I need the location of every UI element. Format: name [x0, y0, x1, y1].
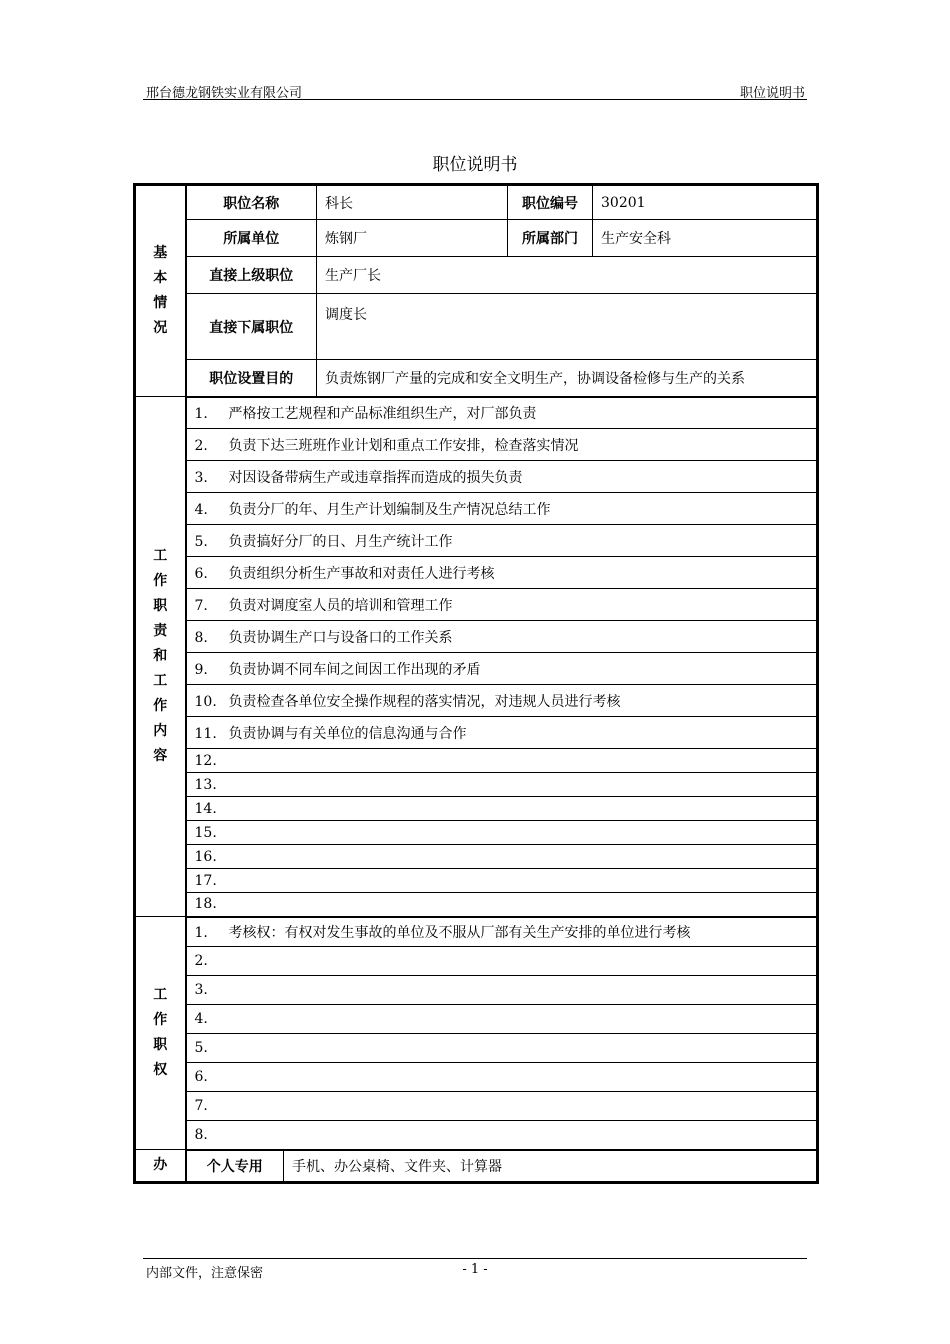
position-code-label: 职位编号	[508, 185, 593, 220]
item-number: 6.	[194, 565, 208, 582]
authority-item	[186, 917, 818, 947]
authority-row	[135, 1121, 818, 1150]
item-number: 4.	[194, 501, 208, 518]
section-duties: 工作职责和工作内容	[135, 397, 186, 917]
authority-row	[135, 1034, 818, 1063]
job-description-table	[133, 183, 819, 1184]
personal-use-label: 个人专用	[186, 1150, 284, 1183]
item-number: 8.	[194, 1126, 208, 1143]
item-text: 负责检查各单位安全操作规程的落实情况，对违规人员进行考核	[228, 693, 621, 710]
item-number: 17.	[194, 872, 217, 889]
subordinate-value: 调度长	[317, 294, 818, 360]
header-company: 邢台德龙钢铁实业有限公司	[146, 86, 303, 101]
duties-section	[135, 397, 818, 917]
duty-row	[135, 717, 818, 749]
authority-item	[186, 947, 818, 976]
authority-row	[135, 976, 818, 1005]
duty-item	[186, 717, 818, 749]
item-number: 1.	[194, 924, 208, 941]
item-number: 3.	[194, 469, 208, 486]
item-number: 15.	[194, 824, 217, 841]
department-value: 生产安全科	[593, 220, 818, 257]
unit-label: 所属单位	[186, 220, 317, 257]
duty-item	[186, 685, 818, 717]
duty-row	[135, 797, 818, 821]
duty-row	[135, 429, 818, 461]
subordinate-label: 直接下属职位	[186, 294, 317, 360]
duty-row	[135, 397, 818, 429]
duty-item	[186, 845, 818, 869]
item-text: 负责组织分析生产事故和对责任人进行考核	[228, 565, 495, 582]
duty-row	[135, 845, 818, 869]
item-number: 4.	[194, 1011, 208, 1027]
duty-row	[135, 685, 818, 717]
item-number: 18.	[194, 896, 217, 913]
section-basic: 基本情况	[135, 185, 186, 397]
duty-row	[135, 821, 818, 845]
superior-label: 直接上级职位	[186, 257, 317, 294]
position-name-value: 科长	[317, 185, 508, 220]
duty-item	[186, 429, 818, 461]
duty-row	[135, 749, 818, 773]
duty-item	[186, 525, 818, 557]
department-label: 所属部门	[508, 220, 593, 257]
item-text: 负责协调与有关单位的信息沟通与合作	[228, 725, 467, 742]
purpose-label: 职位设置目的	[186, 360, 317, 397]
authority-row	[135, 1092, 818, 1121]
item-number: 5.	[194, 1040, 208, 1056]
item-text: 考核权：有权对发生事故的单位及不服从厂部有关生产安排的单位进行考核	[228, 924, 691, 941]
footer-note: 内部文件，注意保密	[146, 1266, 264, 1281]
authority-item	[186, 1063, 818, 1092]
section-office: 办	[135, 1150, 186, 1183]
footer-rule	[143, 1258, 807, 1259]
duty-row	[135, 493, 818, 525]
item-number: 3.	[194, 982, 208, 998]
item-number: 11.	[194, 725, 217, 742]
item-number: 7.	[194, 597, 208, 614]
item-number: 8.	[194, 629, 208, 646]
duty-item	[186, 821, 818, 845]
superior-value: 生产厂长	[317, 257, 818, 294]
item-number: 9.	[194, 661, 208, 678]
item-number: 12.	[194, 752, 217, 769]
item-number: 6.	[194, 1069, 208, 1085]
duty-row	[135, 653, 818, 685]
item-number: 16.	[194, 848, 217, 865]
page-number: - 1 -	[462, 1262, 488, 1277]
duty-item	[186, 621, 818, 653]
unit-value: 炼钢厂	[317, 220, 508, 257]
authority-item	[186, 1121, 818, 1150]
item-number: 1.	[194, 405, 208, 422]
item-number: 7.	[194, 1098, 208, 1114]
item-text: 负责协调生产口与设备口的工作关系	[228, 629, 453, 646]
section-authority: 工作职权	[135, 917, 186, 1150]
authority-section	[135, 917, 818, 1150]
duty-row	[135, 869, 818, 893]
authority-item	[186, 1092, 818, 1121]
header-rule	[143, 99, 807, 100]
item-number: 2.	[194, 437, 208, 454]
duty-row	[135, 525, 818, 557]
authority-row	[135, 947, 818, 976]
item-text: 负责对调度室人员的培训和管理工作	[228, 597, 453, 614]
authority-item	[186, 976, 818, 1005]
header-doc-type: 职位说明书	[739, 86, 805, 101]
duty-item	[186, 589, 818, 621]
duty-item	[186, 397, 818, 429]
duty-row	[135, 557, 818, 589]
duty-row	[135, 461, 818, 493]
duty-item	[186, 493, 818, 525]
item-number: 14.	[194, 800, 217, 817]
duty-item	[186, 869, 818, 893]
duty-item	[186, 557, 818, 589]
authority-row	[135, 1063, 818, 1092]
item-number: 5.	[194, 533, 208, 550]
duty-item	[186, 773, 818, 797]
item-number: 2.	[194, 953, 208, 969]
item-number: 10.	[194, 693, 217, 710]
position-code-value: 30201	[593, 185, 818, 220]
duty-item	[186, 893, 818, 917]
duty-item	[186, 461, 818, 493]
authority-row	[135, 917, 818, 947]
document-title: 职位说明书	[432, 155, 518, 175]
item-text: 负责分厂的年、月生产计划编制及生产情况总结工作	[228, 501, 551, 518]
duty-item	[186, 749, 818, 773]
item-text: 负责搞好分厂的日、月生产统计工作	[228, 533, 453, 550]
duty-item	[186, 797, 818, 821]
item-text: 严格按工艺规程和产品标准组织生产，对厂部负责	[228, 405, 537, 422]
authority-item	[186, 1005, 818, 1034]
duty-row	[135, 621, 818, 653]
authority-row	[135, 1005, 818, 1034]
duty-row	[135, 773, 818, 797]
duty-item	[186, 653, 818, 685]
item-text: 对因设备带病生产或违章指挥而造成的损失负责	[228, 469, 523, 486]
item-text: 负责下达三班班作业计划和重点工作安排，检查落实情况	[228, 437, 579, 454]
personal-use-value: 手机、办公桌椅、文件夹、计算器	[284, 1150, 818, 1183]
item-number: 13.	[194, 776, 217, 793]
purpose-value: 负责炼钢厂产量的完成和安全文明生产，协调设备检修与生产的关系	[317, 360, 818, 397]
duty-row	[135, 589, 818, 621]
position-name-label: 职位名称	[186, 185, 317, 220]
authority-item	[186, 1034, 818, 1063]
duty-row	[135, 893, 818, 917]
item-text: 负责协调不同车间之间因工作出现的矛盾	[228, 661, 481, 678]
